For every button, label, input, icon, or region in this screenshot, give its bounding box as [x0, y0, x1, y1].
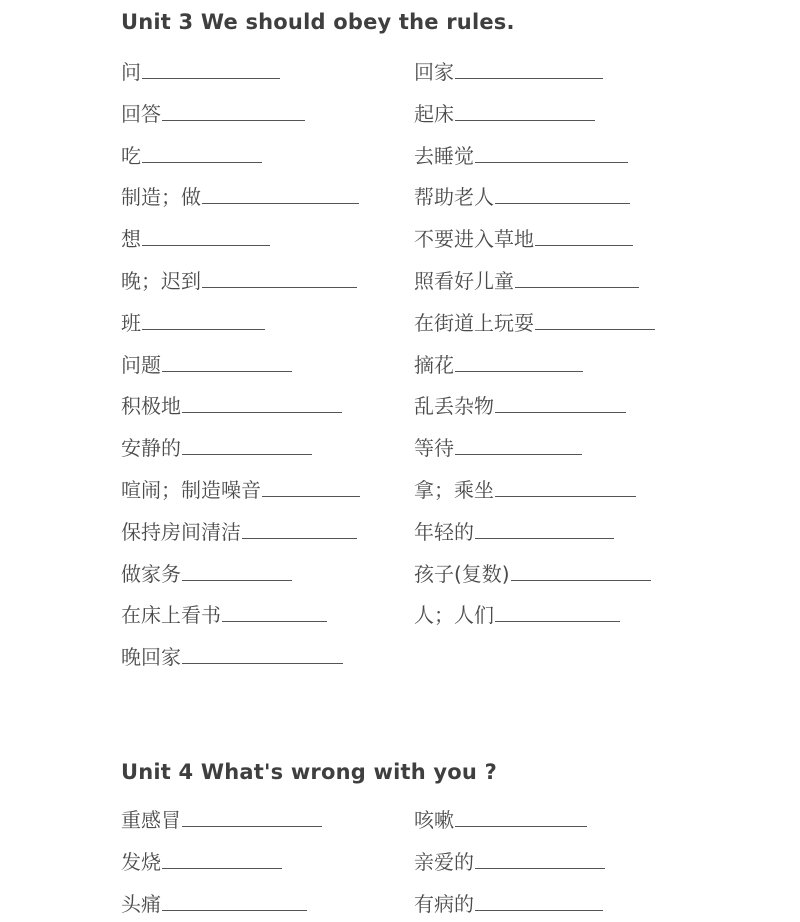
- vocab-row: [0, 175, 800, 209]
- chinese-term: 班: [121, 310, 141, 335]
- chinese-term: 有病的: [414, 891, 474, 916]
- answer-blank-line[interactable]: [142, 244, 270, 246]
- answer-blank-line[interactable]: [495, 620, 620, 622]
- chinese-term: 头痛: [121, 891, 161, 916]
- chinese-term: 在街道上玩耍: [414, 310, 534, 335]
- chinese-term: 乱丢杂物: [414, 394, 494, 419]
- vocab-item: [414, 798, 587, 832]
- vocab-row: [0, 840, 800, 874]
- vocab-item: [414, 384, 626, 418]
- vocab-item: [121, 552, 292, 586]
- chinese-term: 帮助老人: [414, 185, 494, 210]
- answer-blank-line[interactable]: [511, 579, 651, 581]
- vocab-item: [414, 552, 651, 586]
- answer-blank-line[interactable]: [455, 453, 582, 455]
- chinese-term: 等待: [414, 436, 454, 461]
- vocab-item: [121, 175, 359, 209]
- vocab-item: [414, 175, 630, 209]
- answer-blank-line[interactable]: [142, 161, 262, 163]
- chinese-term: 起床: [414, 101, 454, 126]
- vocab-item: [414, 50, 603, 84]
- answer-blank-line[interactable]: [182, 411, 342, 413]
- answer-blank-line[interactable]: [455, 119, 595, 121]
- vocab-row: [0, 798, 800, 832]
- answer-blank-line[interactable]: [262, 495, 360, 497]
- answer-blank-line[interactable]: [142, 328, 265, 330]
- answer-blank-line[interactable]: [242, 537, 357, 539]
- vocab-row: [0, 552, 800, 586]
- vocab-item: [121, 134, 262, 168]
- vocab-row: [0, 92, 800, 126]
- vocab-item: [121, 217, 270, 251]
- vocab-row: [0, 882, 800, 916]
- vocab-item: [121, 301, 265, 335]
- vocab-row: [0, 593, 800, 627]
- vocab-row: [0, 134, 800, 168]
- answer-blank-line[interactable]: [182, 453, 312, 455]
- vocab-item: [121, 510, 357, 544]
- answer-blank-line[interactable]: [222, 620, 327, 622]
- chinese-term: 吃: [121, 143, 141, 168]
- vocab-item: [121, 92, 305, 126]
- chinese-term: 孩子(复数): [414, 561, 510, 586]
- vocab-item: [414, 134, 628, 168]
- chinese-term: 晚；迟到: [121, 269, 201, 293]
- answer-blank-line[interactable]: [455, 370, 583, 372]
- vocab-row: [0, 217, 800, 251]
- answer-blank-line[interactable]: [202, 286, 357, 288]
- vocab-item: [414, 92, 595, 126]
- vocab-item: [121, 343, 292, 377]
- chinese-term: 回家: [414, 60, 454, 84]
- vocab-item: [121, 840, 282, 874]
- vocab-row: [0, 301, 800, 335]
- answer-blank-line[interactable]: [182, 579, 292, 581]
- vocab-item: [121, 882, 307, 916]
- chinese-term: 想: [121, 227, 141, 252]
- chinese-term: 摘花: [414, 352, 454, 377]
- vocab-item: [414, 468, 636, 502]
- vocab-item: [121, 798, 322, 832]
- vocab-item: [414, 301, 655, 335]
- vocab-row: [0, 510, 800, 544]
- vocab-item: [121, 635, 343, 669]
- chinese-term: 在床上看书: [121, 603, 221, 628]
- vocab-item: [414, 840, 605, 874]
- chinese-term: 亲爱的: [414, 849, 474, 874]
- chinese-term: 晚回家: [121, 645, 181, 670]
- vocab-item: [414, 426, 582, 460]
- chinese-term: 照看好儿童: [414, 269, 514, 293]
- answer-blank-line[interactable]: [162, 370, 292, 372]
- vocab-row: [0, 343, 800, 377]
- answer-blank-line[interactable]: [495, 411, 626, 413]
- answer-blank-line[interactable]: [475, 161, 628, 163]
- chinese-term: 重感冒: [121, 808, 181, 832]
- chinese-term: 发烧: [121, 849, 161, 874]
- unit-title: Unit 3 We should obey the rules.: [121, 10, 515, 34]
- vocab-row: [0, 384, 800, 418]
- vocab-item: [121, 259, 357, 293]
- vocab-item: [121, 468, 360, 502]
- vocab-item: [414, 510, 614, 544]
- answer-blank-line[interactable]: [475, 537, 614, 539]
- vocab-item: [121, 593, 327, 627]
- chinese-term: 咳嗽: [414, 808, 454, 832]
- chinese-term: 做家务: [121, 561, 181, 586]
- chinese-term: 制造；做: [121, 185, 201, 210]
- vocab-item: [121, 50, 280, 84]
- answer-blank-line[interactable]: [475, 909, 603, 911]
- answer-blank-line[interactable]: [515, 286, 639, 288]
- answer-blank-line[interactable]: [162, 909, 307, 911]
- chinese-term: 安静的: [121, 436, 181, 461]
- answer-blank-line[interactable]: [162, 867, 282, 869]
- vocab-item: [414, 259, 639, 293]
- answer-blank-line[interactable]: [495, 495, 636, 497]
- vocab-row: [0, 468, 800, 502]
- vocab-row: [0, 426, 800, 460]
- chinese-term: 回答: [121, 101, 161, 126]
- chinese-term: 拿；乘坐: [414, 478, 494, 502]
- vocab-row: [0, 259, 800, 293]
- chinese-term: 去睡觉: [414, 143, 474, 168]
- vocab-item: [414, 882, 603, 916]
- chinese-term: 问题: [121, 352, 161, 377]
- answer-blank-line[interactable]: [182, 662, 343, 664]
- answer-blank-line[interactable]: [455, 825, 587, 827]
- vocab-item: [121, 384, 342, 418]
- vocab-item: [414, 343, 583, 377]
- answer-blank-line[interactable]: [455, 77, 603, 79]
- answer-blank-line[interactable]: [202, 202, 359, 204]
- vocab-item: [414, 593, 620, 627]
- vocab-item: [414, 217, 633, 251]
- answer-blank-line[interactable]: [475, 867, 605, 869]
- chinese-term: 喧闹；制造噪音: [121, 478, 261, 502]
- chinese-term: 积极地: [121, 394, 181, 419]
- vocab-row: [0, 50, 800, 84]
- answer-blank-line[interactable]: [162, 119, 305, 121]
- answer-blank-line[interactable]: [535, 328, 655, 330]
- answer-blank-line[interactable]: [495, 202, 630, 204]
- vocab-item: [121, 426, 312, 460]
- chinese-term: 保持房间清洁: [121, 519, 241, 544]
- chinese-term: 问: [121, 60, 141, 84]
- answer-blank-line[interactable]: [182, 825, 322, 827]
- chinese-term: 不要进入草地: [414, 227, 534, 252]
- chinese-term: 人；人们: [414, 603, 494, 628]
- vocab-row: [0, 635, 800, 669]
- chinese-term: 年轻的: [414, 519, 474, 544]
- answer-blank-line[interactable]: [142, 77, 280, 79]
- unit-title: Unit 4 What's wrong with you ?: [121, 760, 497, 784]
- answer-blank-line[interactable]: [535, 244, 633, 246]
